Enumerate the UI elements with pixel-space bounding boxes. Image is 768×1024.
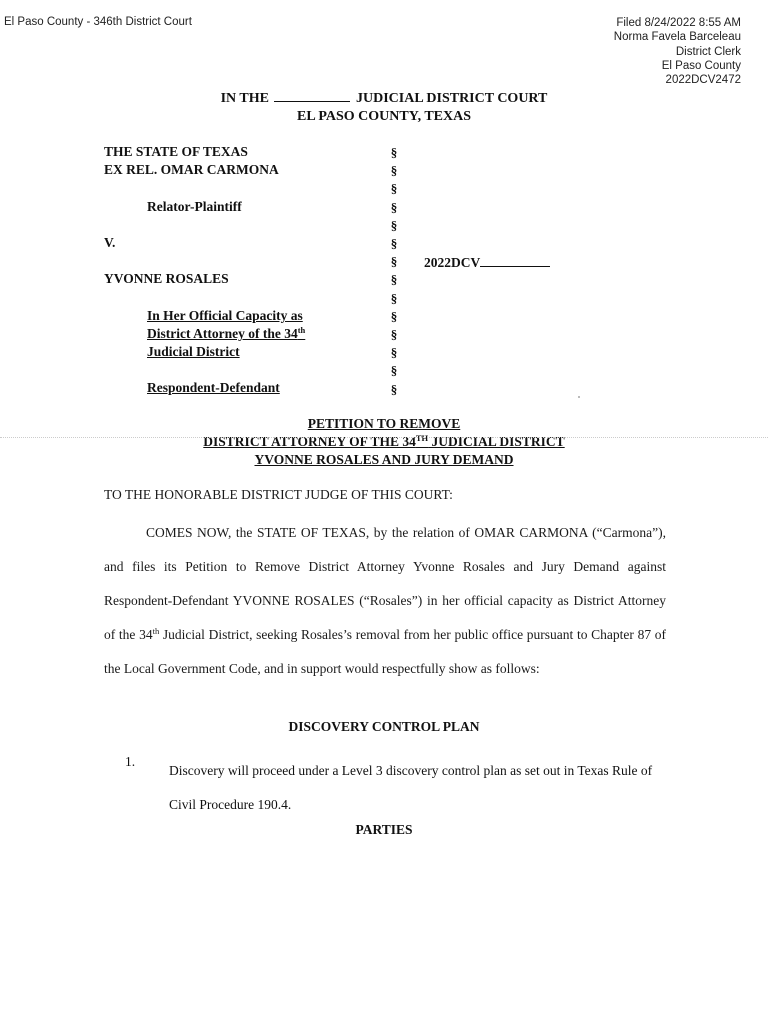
filing-stamp-line: Filed 8/24/2022 8:55 AM [616,17,741,29]
case-number-blank [480,254,550,267]
plaintiff-line-1: THE STATE OF TEXAS [104,144,248,159]
plaintiff-line-2: EX REL. OMAR CARMONA [104,162,279,177]
section-symbol: § [390,381,398,397]
filing-stamp-line: District Clerk [675,45,741,58]
scan-artifact-line [0,437,768,438]
section-symbol: § [390,199,398,215]
scan-speck [578,396,580,398]
court-heading [0,89,768,126]
court-stamp-left: El Paso County - 346th District Court [4,16,192,28]
section-symbol: § [390,272,398,288]
defendant-name: YVONNE ROSALES [104,271,229,286]
defendant-role: Respondent-Defendant [147,380,280,395]
section-symbol-column [386,144,402,399]
capacity-line-3: Judicial District [147,344,240,359]
discovery-heading: DISCOVERY CONTROL PLAN [288,719,480,734]
filing-stamp-line: El Paso County [661,59,741,72]
case-number: 2022DCV [424,254,550,271]
petition-title-line-1: PETITION TO REMOVE [307,416,461,431]
salutation: TO THE HONORABLE DISTRICT JUDGE OF THIS COURT: [104,487,453,502]
item-number: 1. [125,754,136,769]
section-symbol: § [390,254,398,270]
section-symbol: § [390,217,398,233]
capacity-line-2: District Attorney of the 34th [147,325,306,341]
section-symbol: § [390,236,398,252]
filing-stamp-line: 2022DCV2472 [665,74,741,87]
filing-stamp-line: Norma Favela Barceleau [613,31,741,44]
section-symbol: § [390,163,398,179]
parties-heading: PARTIES [355,822,413,837]
court-heading-suffix: JUDICIAL DISTRICT COURT [355,91,548,106]
section-symbol: § [390,345,398,361]
petition-title [0,415,768,469]
versus-label: V. [104,235,116,250]
petition-title-line-2: DISTRICT ATTORNEY OF THE 34TH JUDICIAL DISTRICT [203,433,565,449]
court-number-blank [274,89,350,102]
section-symbol: § [390,308,398,324]
county-heading: EL PASO COUNTY, TEXAS [296,109,471,124]
section-symbol: § [390,327,398,343]
section-symbol: § [390,181,398,197]
plaintiff-role: Relator-Plaintiff [147,199,242,214]
capacity-line-1: In Her Official Capacity as [147,308,303,323]
opening-paragraph: COMES NOW, the STATE OF TEXAS, by the relation of OMAR CARMONA (“Carmona”), and files its Petition to Remove District Attorney Yvonne Rosales and Jury Demand against Respondent-Defendant YVONNE ROSALES (“Rosales”) in her official capacity as District Attorney of the 34th Judicial District, seeking Rosales’s removal from her public office pursuant to Chapter 87 of the Local Government Code, and in support would respectfully show as follows: [104,525,666,676]
petition-title-line-3: YVONNE ROSALES AND JURY DEMAND [254,452,514,467]
section-symbol: § [390,363,398,379]
filing-stamp [614,16,741,87]
item-text: Discovery will proceed under a Level 3 discovery control plan as set out in Texas Rule of Civil Procedure 190.4. [169,763,653,812]
section-symbol: § [390,145,398,160]
court-heading-prefix: IN THE [220,91,269,106]
section-symbol: § [390,290,398,306]
